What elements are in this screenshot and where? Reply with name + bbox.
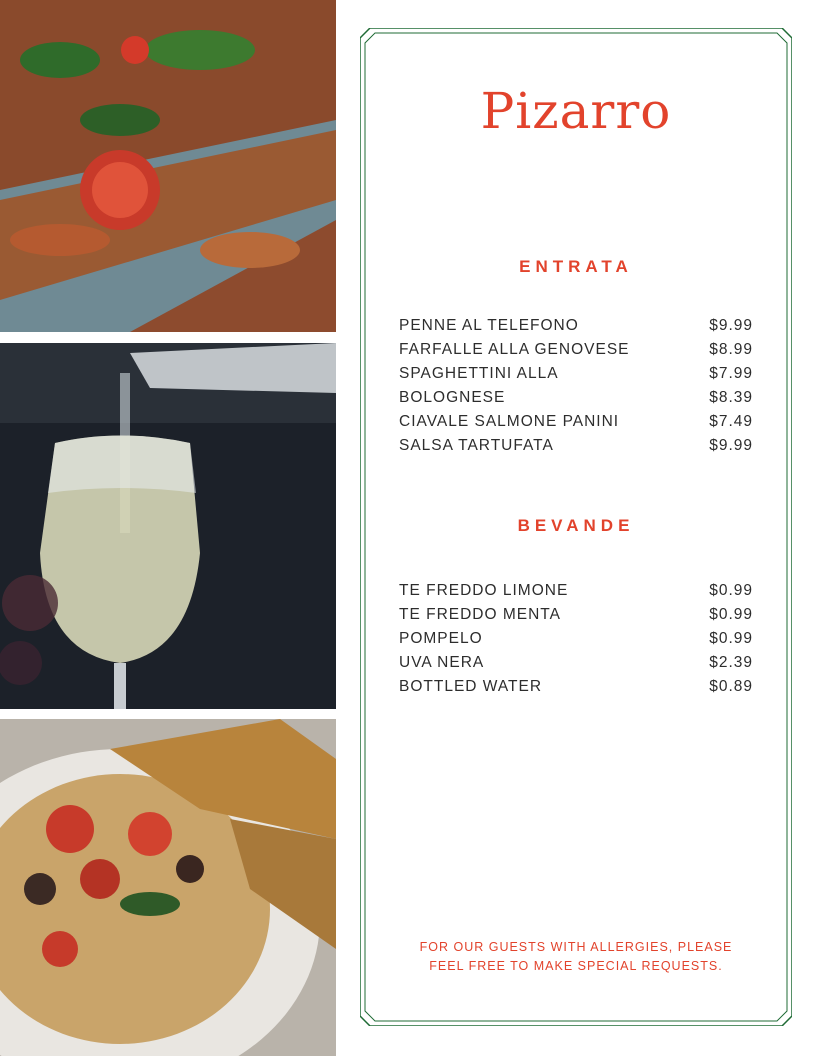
spaghetti-photo (0, 719, 336, 1056)
menu-item (399, 651, 753, 675)
menu-item-name: POMPELO (399, 630, 483, 647)
menu-item-name: SALSA TARTUFATA (399, 437, 554, 454)
menu-item-name: BOLOGNESE (399, 389, 506, 406)
menu-item-name: UVA NERA (399, 654, 485, 671)
menu-item (399, 410, 753, 434)
allergy-note (360, 938, 792, 976)
menu-item-price: $8.99 (709, 341, 753, 358)
menu-item-name: TE FREDDO LIMONE (399, 582, 569, 599)
menu-item-price: $7.99 (709, 365, 753, 382)
menu-item-price: $9.99 (709, 317, 753, 334)
menu-item (399, 579, 753, 603)
menu-item-name: TE FREDDO MENTA (399, 606, 561, 623)
menu-item-price: $0.89 (709, 678, 753, 695)
menu-item-price: $0.99 (709, 630, 753, 647)
menu-item (399, 627, 753, 651)
menu-item-price: $2.39 (709, 654, 753, 671)
menu-item-price: $7.49 (709, 413, 753, 430)
pizza-photo (0, 0, 336, 332)
menu-item-name: CIAVALE SALMONE PANINI (399, 413, 620, 430)
menu-item-name: PENNE AL TELEFONO (399, 317, 579, 334)
menu-item-name: SPAGHETTINI ALLA (399, 365, 559, 382)
menu-item-price: $8.39 (709, 389, 753, 406)
menu-item (399, 434, 753, 458)
section-title-entrata: ENTRATA (519, 257, 633, 276)
allergy-note-line1: FOR OUR GUESTS WITH ALLERGIES, PLEASE (419, 940, 733, 954)
allergy-note-line2: FEEL FREE TO MAKE SPECIAL REQUESTS. (429, 959, 723, 973)
restaurant-name: Pizarro (480, 82, 672, 140)
menu-item (399, 338, 753, 362)
menu-item (399, 386, 753, 410)
menu-item (399, 675, 753, 699)
menu-item-price: $0.99 (709, 606, 753, 623)
menu-item-name: BOTTLED WATER (399, 678, 543, 695)
entrata-menu-list (399, 314, 753, 458)
section-title-bevande: BEVANDE (517, 516, 635, 535)
menu-item (399, 362, 753, 386)
menu-item (399, 314, 753, 338)
wine-glass-photo (0, 343, 336, 709)
menu-item (399, 603, 753, 627)
menu-item-price: $9.99 (709, 437, 753, 454)
bevande-menu-list (399, 579, 753, 699)
menu-item-name: FARFALLE ALLA GENOVESE (399, 341, 630, 358)
menu-item-price: $0.99 (709, 582, 753, 599)
